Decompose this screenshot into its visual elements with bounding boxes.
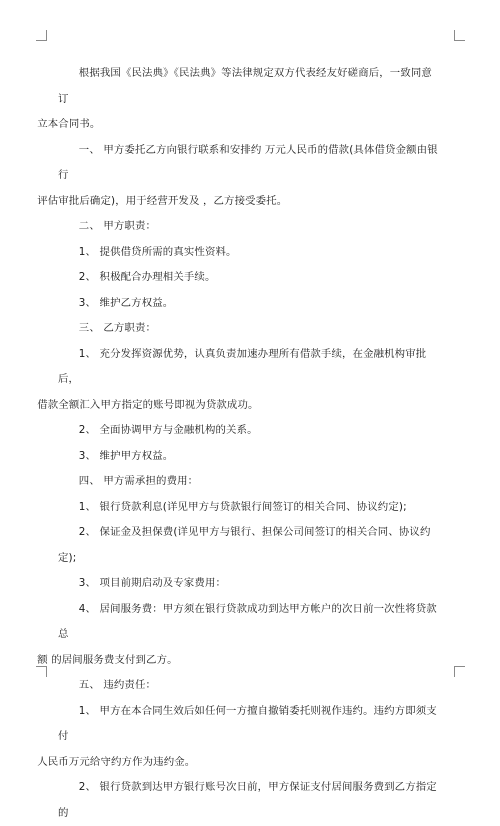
text-line: 3、 维护乙方权益。	[78, 296, 174, 309]
contract-body	[37, 61, 442, 826]
text-line: 2、 积极配合办理相关手续。	[78, 271, 216, 283]
section-heading-breach	[58, 673, 442, 699]
text-line: 五、 违约责任：	[78, 679, 157, 691]
list-item	[58, 240, 442, 266]
crop-mark-top-left	[36, 30, 47, 41]
text-line: 额 的居间服务费支付到乙方。	[37, 653, 178, 666]
text-line: 1、 银行贷款利息(详见甲方与贷款银行间签订的相关合同、协议约定);	[78, 500, 407, 513]
text-line: 评估审批后确定)，用于经营开发及 ，乙方接受委托。	[37, 194, 288, 207]
text-line: 一、 甲方委托乙方向银行联系和安排约 万元人民币的借款(具体借贷金额由银行	[58, 143, 438, 181]
section-heading-party-b-duties	[58, 316, 442, 342]
text-line: 3、 项目前期启动及专家费用：	[78, 577, 227, 589]
text-line: 1、 充分发挥资源优势，认真负责加速办理所有借款手续，在金融机构审批后，	[58, 347, 427, 385]
list-item	[58, 418, 442, 444]
text-line: 人民币万元给守约方作为违约金。	[37, 755, 196, 768]
crop-mark-top-right	[454, 30, 465, 41]
text-line: 4、 居间服务费：甲方须在银行贷款成功到达甲方帐户的次日前一次性将贷款总	[58, 602, 437, 640]
list-item	[37, 597, 442, 674]
paragraph-preamble	[37, 61, 442, 138]
paragraph-clause-1	[37, 138, 442, 215]
list-item	[58, 495, 442, 521]
text-line: 二、 甲方职责：	[78, 220, 157, 232]
list-item	[37, 699, 442, 776]
section-heading-fees	[58, 469, 442, 495]
crop-mark-bottom-right	[454, 666, 465, 677]
text-line: 根据我国《民法典》《民法典》等法律规定双方代表经友好磋商后，一致同意订	[58, 67, 432, 105]
list-item	[58, 444, 442, 470]
text-line: 三、 乙方职责：	[78, 322, 157, 334]
text-line: 1、 提供借贷所需的真实性资料。	[78, 245, 237, 258]
list-item	[58, 571, 442, 597]
text-line: 立本合同书。	[37, 118, 101, 130]
list-item	[58, 775, 442, 826]
text-line: 2、 全面协调甲方与金融机构的关系。	[78, 424, 258, 436]
text-line: 2、 保证金及担保费(详见甲方与银行、担保公司间签订的相关合同、协议约定);	[58, 526, 431, 564]
section-heading-party-a-duties	[58, 214, 442, 240]
list-item	[37, 342, 442, 419]
text-line: 1、 甲方在本合同生效后如任何一方擅自撤销委托则视作违约。违约方即须支付	[58, 704, 437, 742]
list-item	[58, 265, 442, 291]
text-line: 借款全额汇入甲方指定的账号即视为贷款成功。	[37, 398, 259, 411]
list-item	[58, 291, 442, 317]
text-line: 四、 甲方需承担的费用：	[78, 475, 199, 487]
text-line: 3、 维护甲方权益。	[78, 449, 174, 462]
list-item	[58, 520, 442, 571]
text-line: 2、 银行贷款到达甲方银行账号次日前，甲方保证支付居间服务费到乙方指定的	[58, 781, 437, 819]
